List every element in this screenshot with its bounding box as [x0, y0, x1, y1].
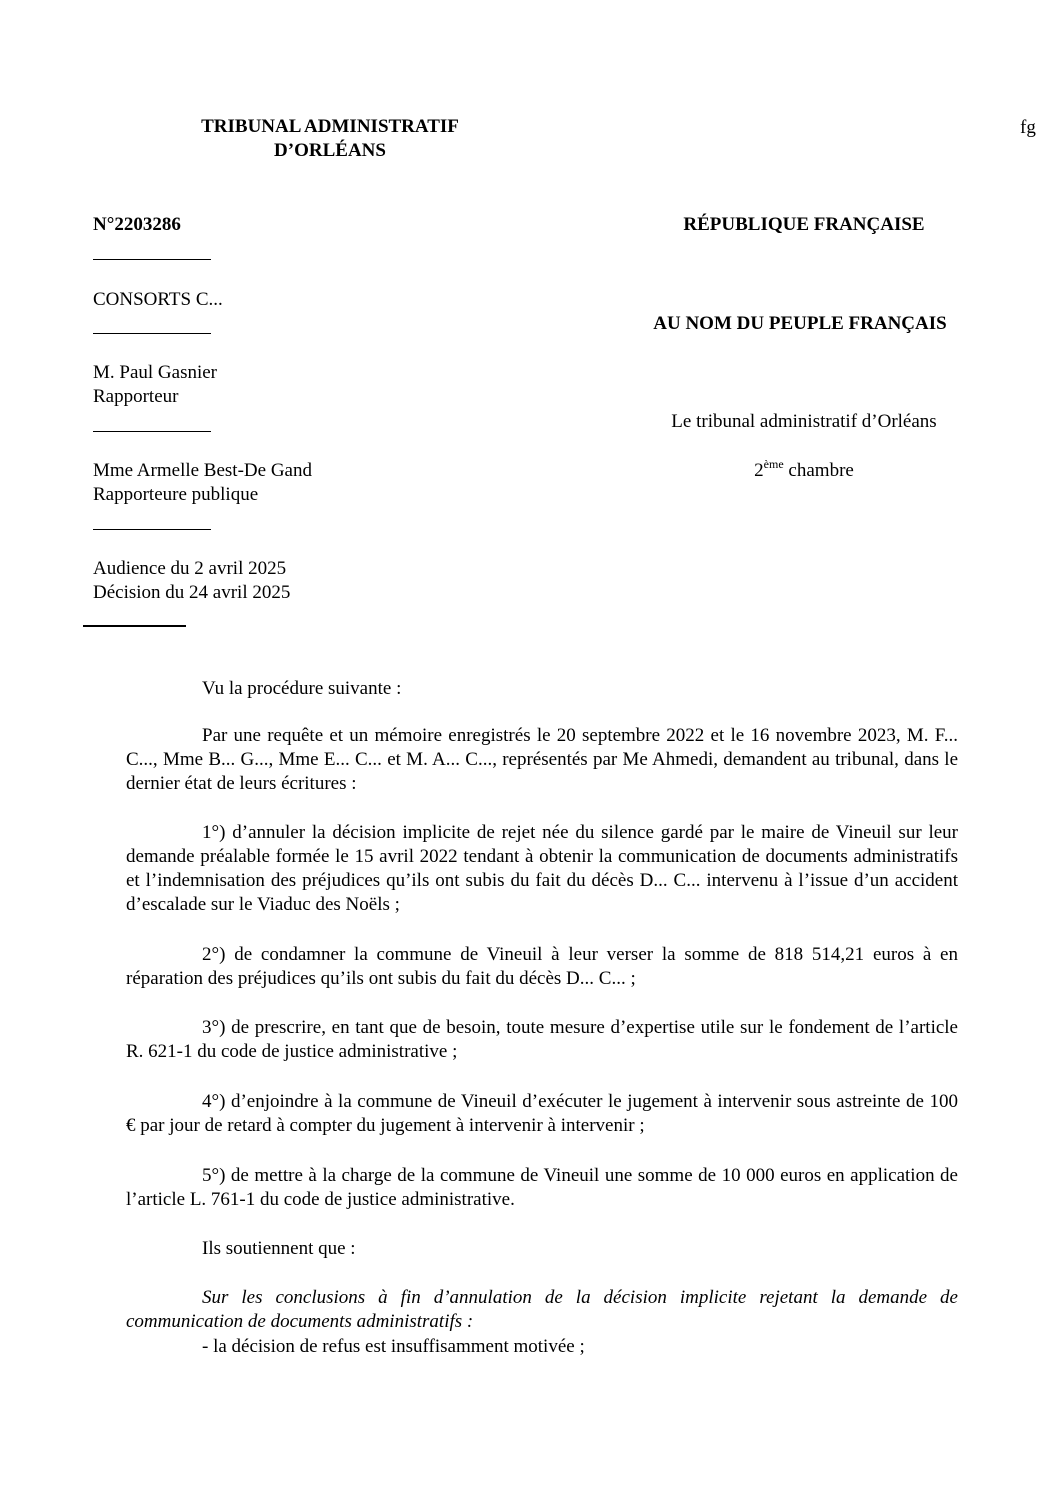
divider: [93, 333, 211, 334]
divider: [93, 431, 211, 432]
chamber-ordinal: ème: [763, 457, 784, 471]
claim-item-4: [126, 1090, 958, 1138]
request-paragraph: [126, 724, 958, 796]
court-name-line1: TRIBUNAL ADMINISTRATIF: [201, 116, 459, 137]
claim-item-3: [126, 1016, 958, 1064]
chamber-word: chambre: [783, 460, 854, 481]
argument-bullet: - la décision de refus est insuffisamment motivée ;: [202, 1336, 585, 1357]
chamber-number: 2: [754, 460, 764, 481]
chamber: [634, 459, 974, 483]
claim-item-1-text: 1°) d’annuler la décision implicite de rejet née du silence gardé par le maire de Vineuil sur leur demande préalable formée le 15 avril 2022 tendant à obtenir la communication de documents administratifs et l’indemnisation des préjudices qu’ils ont subis du fait du décès D... C... intervenu à l’issue d’un accident d’escalade sur le Viaduc des Noëls ;: [126, 822, 958, 915]
divider: [93, 529, 211, 530]
claim-item-5: [126, 1164, 958, 1212]
public-rapporteur-role: Rapporteure publique: [93, 484, 259, 505]
claim-item-1: [126, 821, 958, 917]
claim-item-2: [126, 943, 958, 991]
arguments-intro: Ils soutiennent que :: [202, 1238, 356, 1259]
divider: [93, 259, 211, 260]
tribunal-name: Le tribunal administratif d’Orléans: [671, 411, 937, 432]
hearing-date: Audience du 2 avril 2025: [93, 558, 287, 579]
case-number: N°2203286: [93, 214, 181, 235]
divider-bold: [83, 625, 186, 627]
rapporteur-name: M. Paul Gasnier: [93, 362, 218, 383]
claim-item-3-text: 3°) de prescrire, en tant que de besoin, toute mesure d’expertise utile sur le fondement de l’article R. 621-1 du code de justice administrative ;: [126, 1017, 958, 1062]
request-text: Par une requête et un mémoire enregistrés le 20 septembre 2022 et le 16 novembre 2023, M. F... C..., Mme B... G..., Mme E... C... et M. A... C..., représentés par Me Ahmedi, demandent au tribunal, dans le dernier état de leurs écritures :: [126, 725, 958, 794]
republic-heading: RÉPUBLIQUE FRANÇAISE: [683, 214, 925, 235]
section-heading: [126, 1286, 958, 1334]
decision-date: Décision du 24 avril 2025: [93, 582, 291, 603]
claim-item-2-text: 2°) de condamner la commune de Vineuil à leur verser la somme de 818 514,21 euros à en réparation des préjudices qu’ils ont subis du fait du décès D... C... ;: [126, 944, 958, 989]
claim-item-5-text: 5°) de mettre à la charge de la commune de Vineuil une somme de 10 000 euros en application de l’article L. 761-1 du code de justice administrative.: [126, 1165, 958, 1210]
public-rapporteur-name: Mme Armelle Best-De Gand: [93, 460, 312, 481]
people-heading: AU NOM DU PEUPLE FRANÇAIS: [653, 313, 947, 334]
parties: CONSORTS C...: [93, 289, 223, 310]
court-name-line2: D’ORLÉANS: [274, 140, 386, 161]
section-heading-text: Sur les conclusions à fin d’annulation de la décision implicite rejetant la demande de communication de documents administratifs :: [126, 1287, 958, 1332]
rapporteur-role: Rapporteur: [93, 386, 179, 407]
court-name: [150, 115, 510, 163]
clerk-mark: fg: [1020, 117, 1036, 138]
procedure-intro: Vu la procédure suivante :: [202, 678, 402, 699]
claim-item-4-text: 4°) d’enjoindre à la commune de Vineuil d’exécuter le jugement à intervenir sous astreinte de 100 € par jour de retard à compter du jugement à intervenir à intervenir ;: [126, 1091, 958, 1136]
